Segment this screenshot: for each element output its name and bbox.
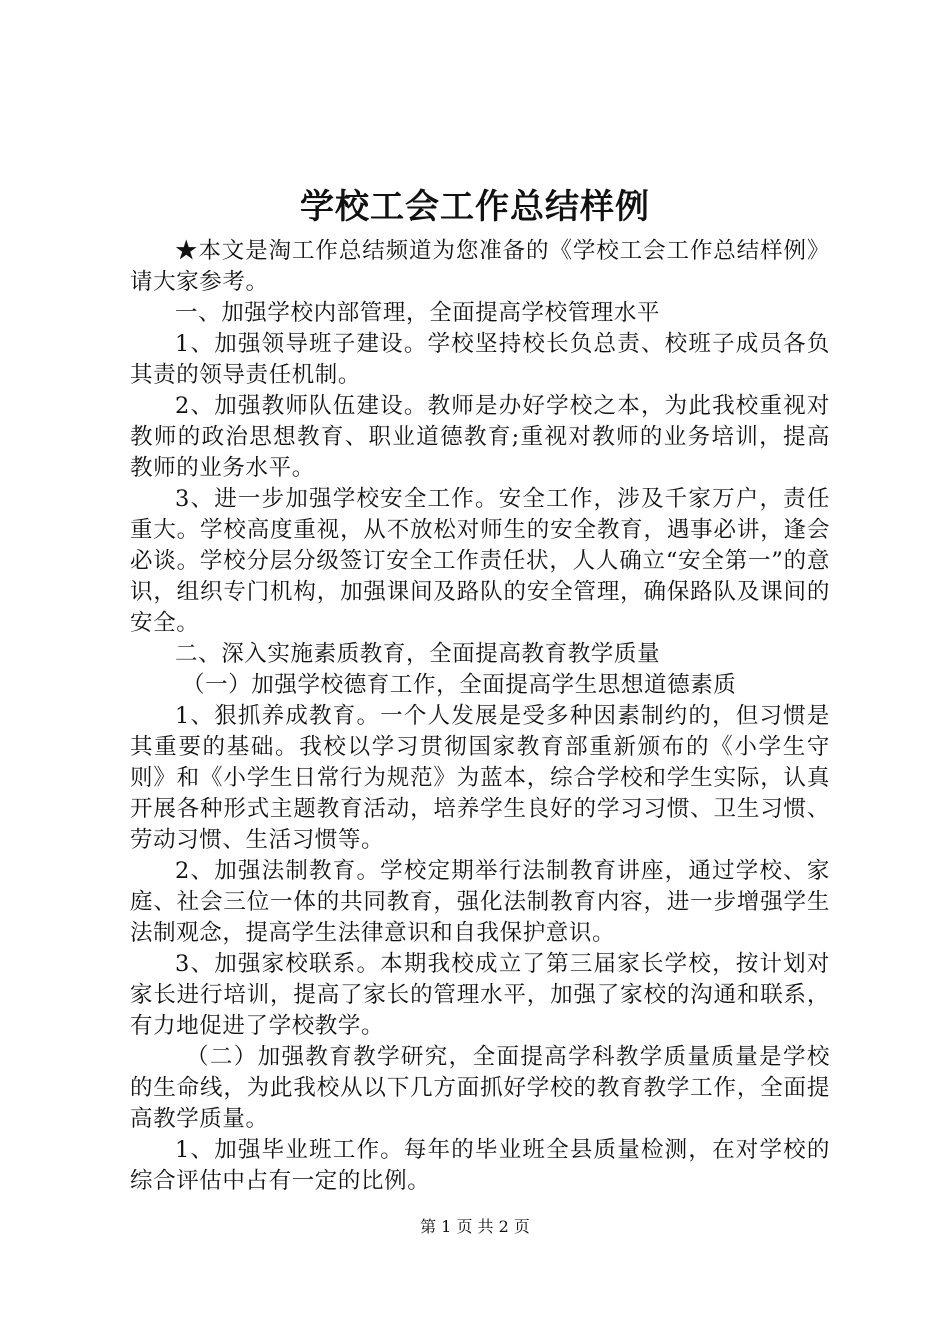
- paragraph-1-3: 3、进一步加强学校安全工作。安全工作，涉及千家万户，责任重大。学校高度重视，从不放松对师生的安全教育，遇事必讲，逢会必谈。学校分层分级签订安全工作责任状，人人确立“安全第一”的意识，组织专门机构，加强课间及路队的安全管理，确保路队及课间的安全。: [130, 486, 830, 636]
- paragraph-2-1-3: 3、加强家校联系。本期我校成立了第三届家长学校，按计划对家长进行培训，提高了家长的管理水平，加强了家校的沟通和联系，有力地促进了学校教学。: [130, 951, 830, 1039]
- page-number-footer: 第 1 页 共 2 页: [420, 1217, 530, 1236]
- subsection-heading-2-1: （一）加强学校德育工作，全面提高学生思想道德素质: [182, 672, 737, 698]
- subsection-paragraph-2-2: （二）加强教育教学研究，全面提高学科教学质量质量是学校的生命线，为此我校从以下几方面抓好学校的教育教学工作，全面提高教学质量。: [130, 1044, 830, 1132]
- document-body: [130, 236, 830, 1197]
- paragraph-2-2-1: 1、加强毕业班工作。每年的毕业班全县质量检测，在对学校的综合评估中占有一定的比例。: [130, 1137, 830, 1194]
- section-heading-1: 一、加强学校内部管理，全面提高学校管理水平: [175, 300, 661, 326]
- section-heading-2: 二、深入实施素质教育，全面提高教育教学质量: [175, 641, 661, 667]
- paragraph-2-1-1: 1、狠抓养成教育。一个人发展是受多种因素制约的，但习惯是其重要的基础。我校以学习贯彻国家教育部重新颁布的《小学生守则》和《小学生日常行为规范》为蓝本，综合学校和学生实际，认真开展各种形式主题教育活动，培养学生良好的学习习惯、卫生习惯、劳动习惯、生活习惯等。: [130, 703, 830, 853]
- paragraph-1-2: 2、加强教师队伍建设。教师是办好学校之本，为此我校重视对教师的政治思想教育、职业道德教育;重视对教师的业务培训，提高教师的业务水平。: [130, 393, 830, 481]
- intro-paragraph: ★本文是淘工作总结频道为您准备的《学校工会工作总结样例》请大家参考。: [130, 238, 830, 295]
- document-title: 学校工会工作总结样例: [300, 187, 650, 227]
- paragraph-2-1-2: 2、加强法制教育。学校定期举行法制教育讲座，通过学校、家庭、社会三位一体的共同教育，强化法制教育内容，进一步增强学生法制观念，提高学生法律意识和自我保护意识。: [130, 858, 830, 946]
- paragraph-1-1: 1、加强领导班子建设。学校坚持校长负总责、校班子成员各负其责的领导责任机制。: [130, 331, 830, 388]
